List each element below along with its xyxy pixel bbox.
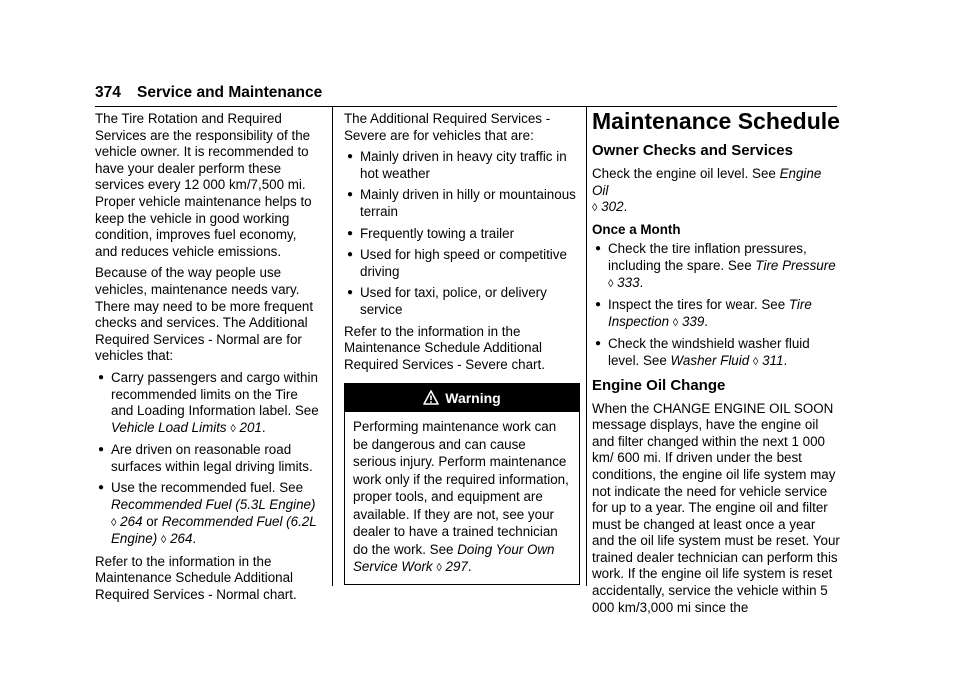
column-right	[592, 108, 840, 621]
bullet-icon: ●	[98, 482, 105, 494]
paragraph: Because of the way people use vehicles, maintenance needs vary. There may need to be more frequent checks and services. The Additional Required Services - Normal are for vehicles that:	[95, 265, 314, 364]
paragraph: Refer to the information in the Maintenance Schedule Additional Required Services - Severe chart.	[344, 323, 545, 372]
paragraph: The Tire Rotation and Required Services are the responsibility of the vehicle owner. It is recommended to have your dealer perform these services every 12 000 km/7,500 mi. Proper vehicle maintenance helps to keep the vehicle in good working condition, improves fuel economy, and reduces vehicle emissions.	[95, 111, 312, 259]
page-ref[interactable]: 264	[120, 513, 143, 529]
list-item: ● Check the tire inflation pressures, including the spare. See Tire Pressure ◊ 333.	[595, 241, 836, 290]
bullet-list	[95, 370, 321, 549]
warning-header	[345, 384, 579, 412]
page-ref[interactable]: 302	[601, 199, 624, 215]
bullet-icon: ●	[347, 151, 354, 163]
subsection-heading: Engine Oil Change	[592, 376, 726, 394]
page-ref-icon: ◊	[592, 202, 598, 215]
list-item: ● Mainly driven in heavy city traffic in hot weather	[347, 149, 567, 181]
paragraph: Check the engine oil level. See Engine Oil ◊ 302.	[592, 166, 822, 215]
list-item: ● Mainly driven in hilly or mountainous terrain	[347, 187, 576, 219]
page-ref[interactable]: 201	[239, 419, 262, 435]
bullet-icon: ●	[595, 338, 602, 350]
cross-reference-link[interactable]: Washer Fluid	[670, 352, 750, 368]
bullet-icon: ●	[347, 287, 354, 299]
page-ref-icon: ◊	[111, 516, 117, 529]
page-ref-icon: ◊	[436, 562, 442, 575]
page-ref[interactable]: 297	[445, 559, 468, 575]
warning-box	[344, 383, 580, 585]
page-ref-icon: ◊	[752, 355, 759, 368]
column-middle	[344, 111, 580, 585]
page-header	[95, 85, 837, 107]
subheading: Once a Month	[592, 221, 681, 237]
page-ref[interactable]: 311	[762, 352, 784, 368]
bullet-icon: ●	[347, 249, 354, 261]
page-ref-icon: ◊	[608, 277, 614, 290]
page-ref[interactable]: 333	[617, 274, 640, 290]
page-ref[interactable]: 339	[681, 313, 705, 329]
page-number: 374	[95, 84, 121, 101]
bullet-icon: ●	[595, 243, 602, 255]
column-divider	[586, 107, 587, 586]
bullet-icon: ●	[98, 371, 105, 383]
bullet-list	[344, 149, 580, 318]
paragraph: The Additional Required Services - Severe are for vehicles that are:	[344, 111, 551, 143]
page-ref-icon: ◊	[230, 422, 236, 435]
paragraph: When the CHANGE ENGINE OIL SOON message displays, have the engine oil and filter changed within the next 1 000 km/ 600 mi. If driven under the best conditions, the engine oil life system may not indicate the need for vehicle service for up to a year. The engine oil and filter must be changed at least once a year and the oil life system must be reset. Your trained dealer technician can perform this work. If the engine oil life system is reset accidentally, service the vehicle within 5 000 km/3,000 mi since the	[592, 400, 840, 615]
bullet-icon: ●	[595, 299, 602, 311]
list-item: ● Used for high speed or competitive driving	[347, 247, 567, 279]
column-left	[95, 111, 321, 609]
cross-reference-link[interactable]: Tire Inspection	[608, 297, 812, 329]
page-ref-icon: ◊	[672, 316, 679, 329]
list-item: ● Use the recommended fuel. See Recommended Fuel (5.3L Engine) ◊ 264 or Recommended Fuel (6.2L Engine) ◊ 264.	[98, 480, 317, 547]
list-item: ● Frequently towing a trailer	[347, 225, 515, 241]
subsection-heading: Owner Checks and Services	[592, 142, 793, 159]
page-ref[interactable]: 264	[170, 531, 193, 547]
cross-reference-link[interactable]: Engine Oil	[592, 166, 822, 198]
list-item: ● Used for taxi, police, or delivery service	[347, 285, 547, 317]
list-item: ● Carry passengers and cargo within recommended limits on the Tire and Loading Information label. See Vehicle Load Limits ◊ 201.	[98, 369, 319, 435]
bullet-list	[592, 241, 840, 370]
list-item: ● Are driven on reasonable road surfaces within legal driving limits.	[98, 442, 313, 474]
cross-reference-link[interactable]: Recommended Fuel (6.2L Engine)	[111, 513, 317, 547]
bullet-icon: ●	[98, 444, 105, 456]
cross-reference-link[interactable]: Doing Your Own Service Work	[353, 541, 555, 575]
list-item: ● Inspect the tires for wear. See Tire Inspection ◊ 339.	[595, 297, 812, 329]
column-divider	[332, 107, 333, 586]
section-title: Service and Maintenance	[137, 84, 323, 101]
paragraph: Refer to the information in the Maintenance Schedule Additional Required Services - Normal chart.	[95, 553, 297, 603]
cross-reference-link[interactable]: Vehicle Load Limits	[111, 419, 227, 435]
bullet-icon: ●	[347, 189, 354, 201]
warning-title: Warning	[445, 390, 501, 407]
warning-body: Performing maintenance work can be dangerous and can cause serious injury. Perform maintenance work only if the required information, proper tools, and equipment are available. If they are not, see your dealer to have a trained technician do the work. See Doing Your Own Service Work ◊ 297.	[353, 419, 569, 575]
section-heading: Maintenance Schedule	[592, 108, 840, 134]
cross-reference-link[interactable]: Tire Pressure	[755, 257, 836, 273]
warning-icon	[423, 390, 439, 406]
cross-reference-link[interactable]: Recommended Fuel (5.3L Engine)	[111, 497, 316, 513]
page-ref-icon: ◊	[160, 534, 167, 547]
list-item: ● Check the windshield washer fluid level. See Washer Fluid ◊ 311.	[595, 336, 810, 368]
bullet-icon: ●	[347, 227, 354, 239]
